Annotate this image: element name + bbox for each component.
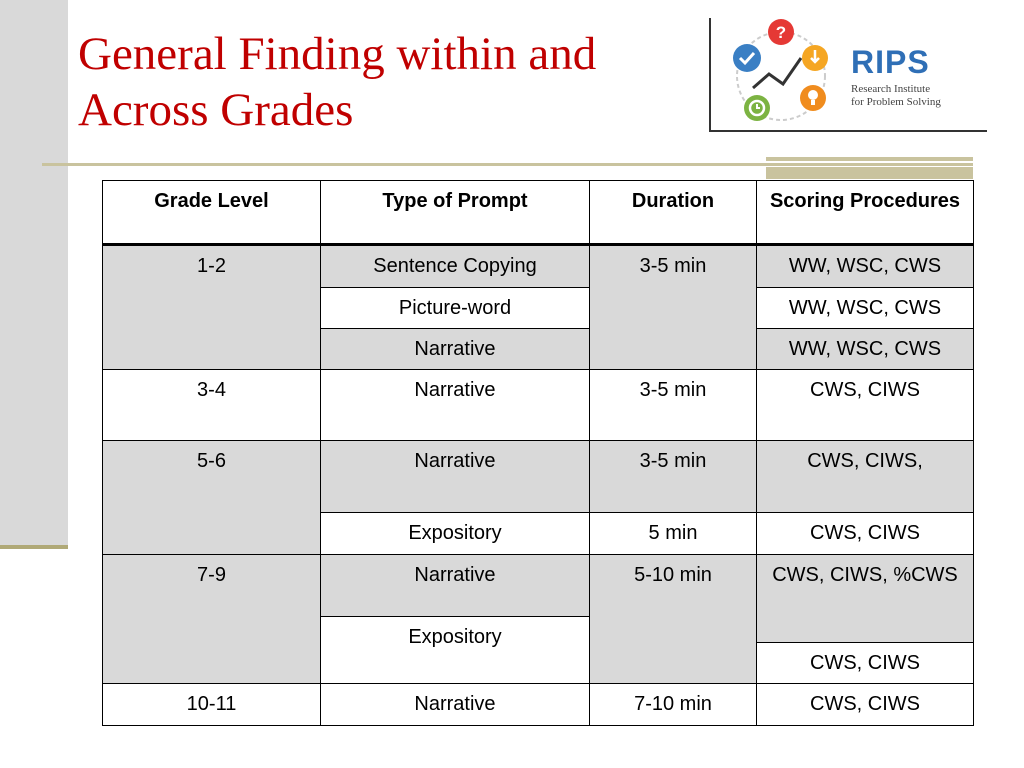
prompt-cell: Picture-word (321, 288, 590, 329)
rips-emblem-icon (717, 18, 845, 128)
prompt-cell: Narrative (321, 684, 590, 726)
prompt-cell: Narrative (321, 555, 590, 617)
grade-cell: 3-4 (103, 370, 321, 441)
duration-cell: 3-5 min (590, 245, 757, 370)
scoring-cell: CWS, CIWS (757, 370, 974, 441)
table-row (103, 245, 974, 288)
header-grade-level: Grade Level (103, 181, 321, 245)
prompt-cell: Expository (321, 513, 590, 555)
duration-cell: 3-5 min (590, 441, 757, 513)
duration-cell: 5 min (590, 513, 757, 555)
table-row (103, 370, 974, 441)
grade-cell: 1-2 (103, 245, 321, 370)
table-row (103, 684, 974, 726)
scoring-cell: WW, WSC, CWS (757, 288, 974, 329)
table-row (103, 555, 974, 617)
scoring-cell: WW, WSC, CWS (757, 245, 974, 288)
logo-name: RIPS (851, 44, 930, 80)
duration-cell: 5-10 min (590, 555, 757, 684)
table-row (103, 441, 974, 513)
title-divider (42, 163, 973, 166)
grade-cell: 10-11 (103, 684, 321, 726)
prompt-cell: Narrative (321, 370, 590, 441)
header-duration: Duration (590, 181, 757, 245)
scoring-cell: CWS, CIWS, %CWS (757, 555, 974, 643)
findings-table (102, 180, 974, 726)
slide-title (78, 26, 596, 138)
divider-accent-bottom (766, 167, 973, 179)
header-scoring-procedures: Scoring Procedures (757, 181, 974, 245)
slide-title-line1: General Finding within and (78, 28, 597, 80)
logo-subtitle-line1: Research Institute (851, 83, 931, 95)
scoring-cell: CWS, CIWS (757, 684, 974, 726)
divider-accent-top (766, 157, 973, 161)
prompt-cell: Sentence Copying (321, 245, 590, 288)
logo-question-mark: ? (775, 23, 787, 42)
slide-title-line2: Across Grades (78, 84, 354, 136)
table-header-row (103, 181, 974, 245)
prompt-cell: Expository (321, 617, 590, 684)
left-decorative-bar (0, 0, 68, 546)
logo-subtitle-line2: for Problem Solving (851, 96, 941, 108)
scoring-cell: WW, WSC, CWS (757, 329, 974, 370)
scoring-cell: CWS, CIWS, (757, 441, 974, 513)
prompt-cell: Narrative (321, 329, 590, 370)
left-bar-underline (0, 545, 68, 549)
grade-cell: 7-9 (103, 555, 321, 684)
duration-cell: 7-10 min (590, 684, 757, 726)
grade-cell: 5-6 (103, 441, 321, 555)
scoring-cell: CWS, CIWS (757, 643, 974, 684)
scoring-cell: CWS, CIWS (757, 513, 974, 555)
header-type-of-prompt: Type of Prompt (321, 181, 590, 245)
prompt-cell: Narrative (321, 441, 590, 513)
duration-cell: 3-5 min (590, 370, 757, 441)
rips-logo (709, 18, 987, 132)
